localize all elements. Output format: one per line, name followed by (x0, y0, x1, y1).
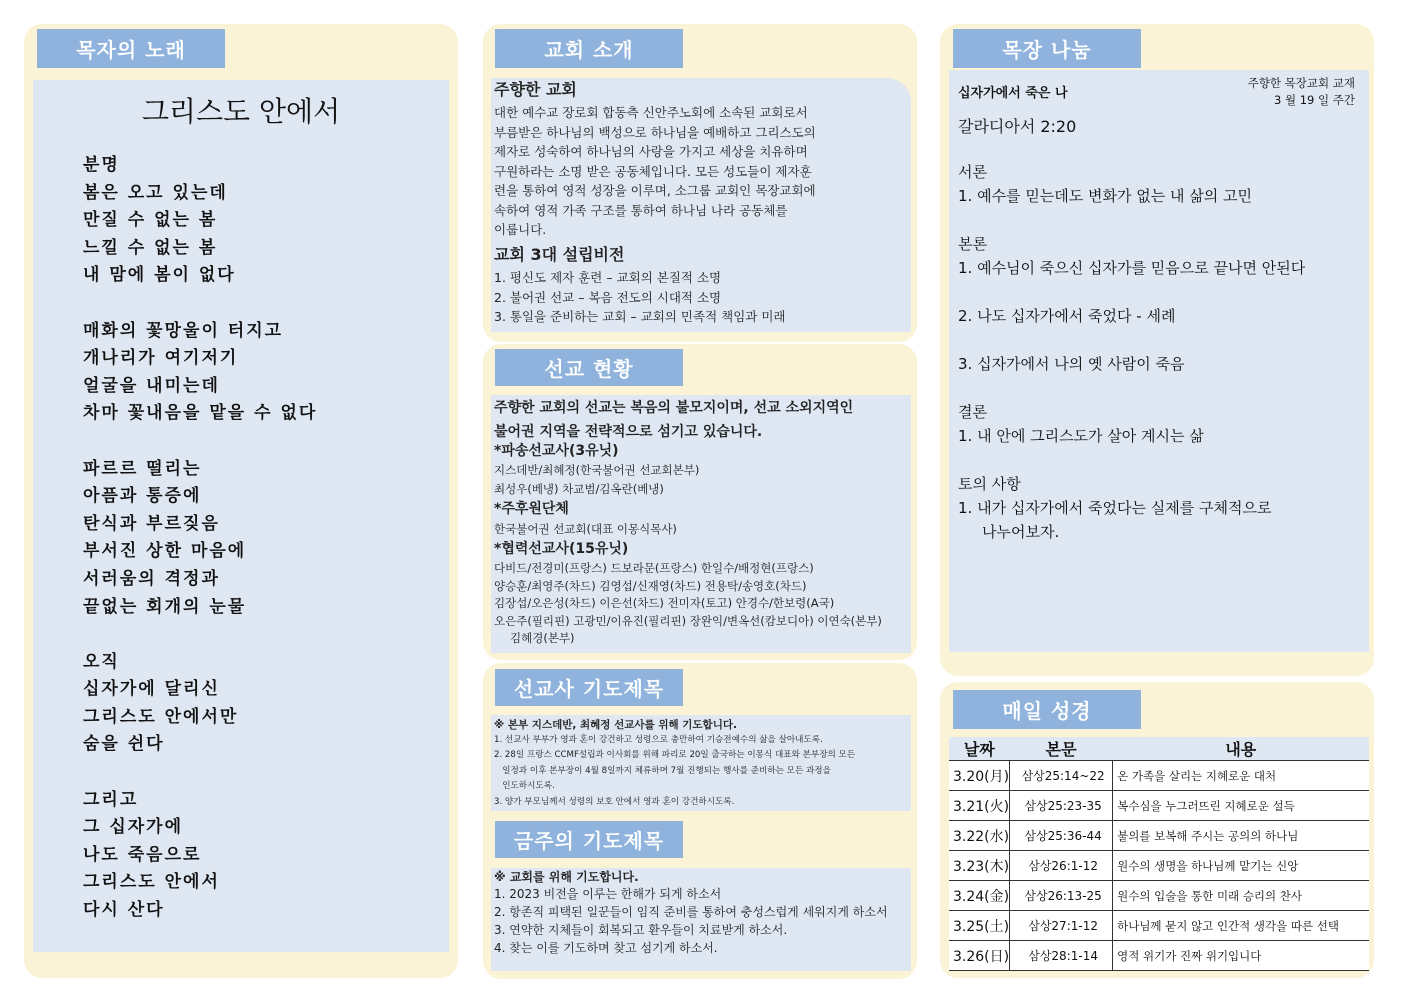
support-group-list (494, 520, 677, 539)
discussion-label: 토의 사항 (958, 475, 1021, 493)
poem-line: 아픔과 통증에 (83, 486, 202, 507)
bible-content: 불의를 보복해 주시는 공의의 하나님 (1113, 821, 1369, 851)
bible-reference: 삼상25:14~22 (1010, 761, 1113, 791)
table-row (949, 941, 1369, 971)
support-group-title: *주후원단체 (494, 501, 569, 517)
poem-title: 그리스도 안에서 (141, 95, 341, 128)
poem-line: 느낄 수 없는 봄 (83, 237, 218, 258)
mission-intro-line: 주향한 교회의 선교는 복음의 불모지이며, 선교 소외지역인 (494, 400, 854, 416)
poem-line: 그리고 (83, 789, 139, 810)
bible-reference: 삼상27:1-12 (1010, 911, 1113, 941)
weekly-prayer-heading: ※ 교회를 위해 기도합니다. (494, 870, 639, 884)
intro-label: 서론 (958, 163, 987, 181)
bible-date: 3.22(水) (949, 821, 1010, 851)
table-row (949, 851, 1369, 881)
date-header: 날짜 (949, 737, 1010, 761)
content-header: 내용 (1113, 737, 1369, 761)
poem-line (83, 428, 317, 456)
bible-content: 하나님께 묻지 않고 인간적 생각을 따른 선택 (1113, 911, 1369, 941)
bible-date: 3.26(日) (949, 941, 1010, 971)
poem-line: 분명 (83, 155, 120, 175)
cell-sharing-tab: 목장 나눔 (953, 29, 1141, 68)
poem-line: 나도 죽음으로 (83, 844, 202, 865)
poem-line (83, 621, 317, 649)
table-header-row (949, 737, 1369, 761)
sent-missionary-title: *파송선교사(3유닛) (494, 443, 619, 459)
poem-line: 내 맘에 봄이 없다 (83, 265, 236, 286)
bible-date: 3.20(月) (949, 761, 1010, 791)
daily-bible-table (949, 737, 1369, 971)
daily-bible-tab: 매일 성경 (953, 690, 1141, 729)
poem-line (83, 759, 317, 787)
poem-line: 숨을 쉰다 (83, 734, 165, 755)
poem-line: 서러움의 격정과 (83, 568, 220, 589)
conclusion-item: 1. 내 안에 그리스도가 살아 계시는 삶 (958, 427, 1204, 445)
poem-line: 만질 수 없는 봄 (83, 210, 218, 231)
poem-line: 매화의 꽃망울이 터지고 (83, 320, 284, 341)
vision-item: 2. 불어권 선교 – 복음 전도의 시대적 소명 (494, 289, 722, 305)
intro-line: 속하여 영적 가족 구조를 통하여 하나님 나라 공동체를 (494, 202, 788, 218)
poem-line: 그리스도 안에서만 (83, 706, 239, 727)
poem-line: 다시 산다 (83, 900, 165, 921)
intro-line: 부름받은 하나님의 백성으로 하나님을 예배하고 그리스도의 (494, 124, 816, 140)
missionary-prayer-item: 1. 선교사 부부가 영과 혼이 강건하고 성령으로 충만하여 기승전예수의 삶을 살아내도록. (494, 735, 823, 745)
poem-line: 그리스도 안에서 (83, 872, 220, 893)
partner-missionary: 김장섭/오은성(차드) 이은선(차드) 전미자(토고) 안경수/한보령(A국) (494, 596, 835, 610)
bible-content: 복수심을 누그러뜨린 지혜로운 설득 (1113, 791, 1369, 821)
intro-line: 구원하라는 소명 받은 공동체입니다. 모든 성도들이 제자훈 (494, 163, 812, 179)
discussion-item-cont: 나누어보자. (982, 523, 1060, 541)
intro-line: 제자로 성숙하여 하나님의 사랑을 가지고 세상을 치유하며 (494, 144, 808, 159)
mission-tab: 선교 현황 (495, 349, 683, 386)
church-name-heading: 주향한 교회 (494, 80, 577, 99)
partner-missionary-list (494, 560, 882, 648)
missionary-prayer-item: 일정과 이후 본부장이 4월 8일까지 체류하며 7월 진행되는 행사를 준비하는 모든 과정을 (494, 765, 831, 776)
discussion-item: 1. 내가 십자가에서 죽었다는 실제를 구체적으로 (958, 499, 1272, 517)
missionary-prayer-tab: 선교사 기도제목 (495, 669, 683, 706)
poem-line: 탄식과 부르짖음 (83, 513, 220, 534)
poem-line: 파르르 떨리는 (83, 458, 202, 479)
bible-date: 3.23(木) (949, 851, 1010, 881)
bible-date: 3.25(土) (949, 911, 1010, 941)
poem-line: 봄은 오고 있는데 (83, 182, 228, 203)
missionary-prayer-item: 2. 28일 프랑스 CCMF설립과 이사회를 위해 파리로 20일 출국하는 이몽식 대표와 본부장의 모든 (494, 750, 856, 761)
mission-intro (494, 396, 853, 444)
table-row (949, 881, 1369, 911)
bible-date: 3.21(火) (949, 791, 1010, 821)
partner-missionary: 김혜경(본부) (510, 631, 575, 645)
missionary-prayer-item: 3. 양가 부모님께서 성령의 보호 안에서 영과 혼이 강건하시도록. (494, 796, 735, 807)
missionary-prayer-list (494, 733, 855, 810)
bible-date: 3.24(金) (949, 881, 1010, 911)
weekly-prayer-item: 1. 2023 비전을 이루는 한해가 되게 하소서 (494, 887, 722, 901)
ref-header: 본문 (1010, 737, 1113, 761)
table-row (949, 791, 1369, 821)
poem-line: 차마 꽃내음을 맡을 수 없다 (83, 403, 318, 424)
poem-line: 그 십자가에 (83, 817, 184, 838)
sharing-topic: 십자가에서 죽은 나 (958, 86, 1068, 101)
sharing-verse: 갈라디아서 2:20 (958, 117, 1077, 136)
poem-line: 오직 (83, 651, 120, 672)
partner-missionary: 오은주(필리핀) 고광민/이유진(필리핀) 장완익/변옥선(캄보디아) 이연숙(본부) (494, 613, 882, 628)
body-item-1: 1. 예수님이 죽으신 십자가를 믿음으로 끝나면 안된다 (958, 259, 1306, 277)
bible-reference: 삼상25:23-35 (1010, 791, 1113, 821)
bible-content: 온 가족을 살리는 지혜로운 대처 (1113, 761, 1369, 791)
bible-content: 영적 위기가 진짜 위기입니다 (1113, 941, 1369, 971)
bible-reference: 삼상26:13-25 (1010, 881, 1113, 911)
bible-content: 원수의 생명을 하나님께 맡기는 신앙 (1113, 851, 1369, 881)
partner-missionary: 양승훈/최영주(차드) 김영섭/신재영(차드) 전용탁/송영호(차드) (494, 578, 807, 593)
intro-line: 이룹니다. (494, 222, 547, 237)
weekly-prayer-list (494, 885, 888, 957)
weekly-prayer-tab: 금주의 기도제목 (495, 821, 683, 858)
cell-sharing-source (1150, 75, 1355, 109)
week-label: 3 월 19 일 주간 (1273, 93, 1355, 107)
church-intro-tab: 교회 소개 (495, 29, 683, 68)
source-label: 주향한 목장교회 교재 (1247, 76, 1355, 90)
bible-reference: 삼상25:36-44 (1010, 821, 1113, 851)
missionary-prayer-item: 인도하시도록. (494, 781, 555, 792)
partner-missionary: 다비드/전경미(프랑스) 드보라문(프랑스) 한일수/배정현(프랑스) (494, 561, 814, 575)
sent-missionary: 지스데반/최혜정(한국불어권 선교회본부) (494, 463, 700, 477)
sent-missionary-list (494, 461, 699, 499)
table-row (949, 821, 1369, 851)
bible-content: 원수의 입술을 통한 미래 승리의 찬사 (1113, 881, 1369, 911)
mission-intro-line: 불어권 지역을 전략적으로 섬기고 있습니다. (494, 424, 763, 440)
poem-line: 얼굴을 내미는데 (83, 375, 220, 396)
partner-missionary-title: *협력선교사(15유닛) (494, 541, 629, 557)
poem-line: 십자가에 달리신 (83, 679, 220, 700)
weekly-prayer-item: 2. 항존직 피택된 일꾼들이 임직 준비를 통하여 충성스럽게 세워지게 하소서 (494, 905, 888, 919)
poem-line: 끝없는 회개의 눈물 (83, 596, 247, 617)
missionary-prayer-heading: ※ 본부 지스데반, 최혜정 선교사를 위해 기도합니다. (494, 719, 737, 731)
vision-item: 3. 통일을 준비하는 교회 – 교회의 민족적 책임과 미래 (494, 309, 786, 324)
weekly-prayer-item: 3. 연약한 지체들이 회복되고 환우들이 치료받게 하소서. (494, 923, 788, 937)
table-row (949, 911, 1369, 941)
vision-heading: 교회 3대 설립비전 (494, 245, 625, 264)
body-item-2: 2. 나도 십자가에서 죽었다 - 세례 (958, 307, 1176, 325)
body-label: 본론 (958, 235, 987, 253)
conclusion-label: 결론 (958, 403, 987, 421)
weekly-prayer-item: 4. 찾는 이를 기도하며 찾고 섬기게 하소서. (494, 941, 718, 955)
poem-lines (83, 152, 317, 925)
support-group: 한국불어권 선교회(대표 이몽식목사) (494, 522, 677, 536)
table-row (949, 761, 1369, 791)
body-item-3: 3. 십자가에서 나의 옛 사람이 죽음 (958, 355, 1185, 373)
poem-line: 부서진 상한 마음에 (83, 541, 247, 562)
pastor-song-tab: 목자의 노래 (37, 29, 225, 68)
poem-panel (33, 80, 449, 952)
poem-line (83, 290, 317, 318)
intro-item: 1. 예수를 믿는데도 변화가 없는 내 삶의 고민 (958, 187, 1253, 205)
bible-reference: 삼상28:1-14 (1010, 941, 1113, 971)
intro-line: 대한 예수교 장로회 합동측 신안주노회에 소속된 교회로서 (494, 105, 808, 120)
intro-line: 련을 통하여 영적 성장을 이루며, 소그룹 교회인 목장교회에 (494, 183, 816, 198)
sent-missionary: 최성우(베냉) 차교범/김옥란(베냉) (494, 482, 664, 496)
vision-item: 1. 평신도 제자 훈련 – 교회의 본질적 소명 (494, 270, 722, 285)
poem-line: 개나리가 여기저기 (83, 348, 239, 369)
vision-list (494, 268, 785, 327)
bible-reference: 삼상26:1-12 (1010, 851, 1113, 881)
church-intro-body (494, 103, 816, 240)
